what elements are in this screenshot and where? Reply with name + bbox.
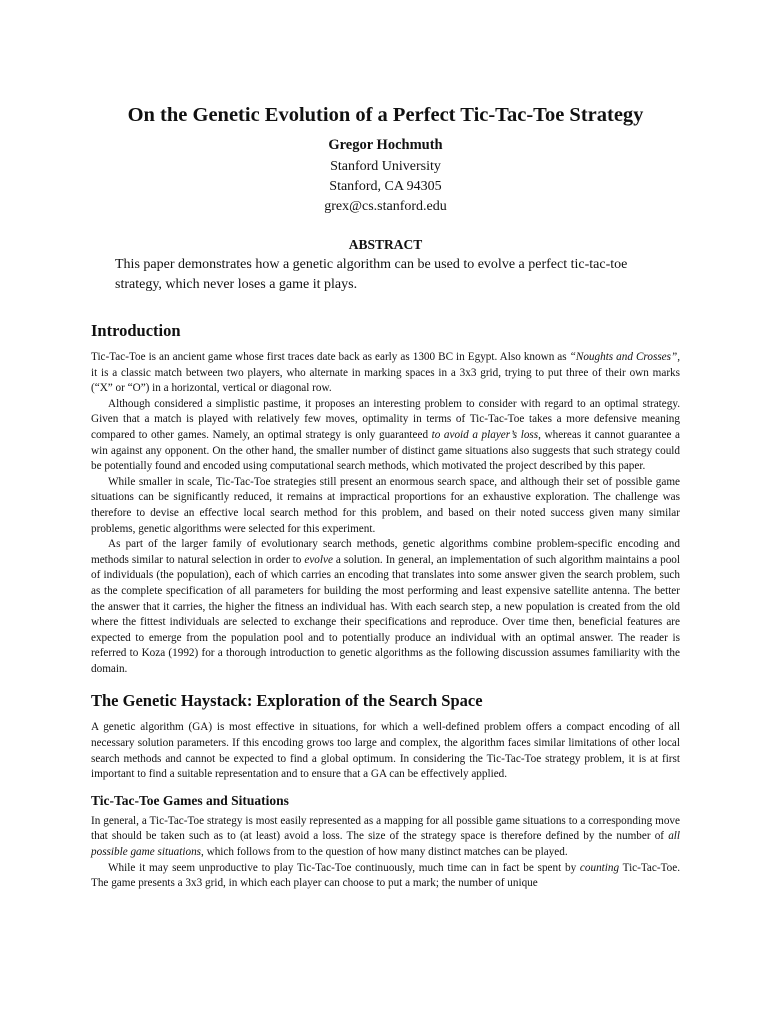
intro-paragraph-1: Tic-Tac-Toe is an ancient game whose first traces date back as early as 1300 BC in Egypt. Also known as “Noughts and Crosses”, it is a classic match between two players, who alternate in marking spaces in a 3x3 grid, trying to put three of their own marks (“X” or “O”) in a horizontal, vertical or diagonal row. [91, 351, 681, 395]
intro-paragraph-3: While smaller in scale, Tic-Tac-Toe strategies still present an enormous search space, and although their set of possible game situations can be significantly reduced, it remains at impractical proportions for an exhaustive exploration. The challenge was therefore to devise an effective local search method for this problem, and based on their noted success given many similar problems, genetic algorithms were selected for this experiment. [91, 475, 680, 535]
intro-paragraph-4: As part of the larger family of evolutionary search methods, genetic algorithms combine problem-specific encoding and methods similar to natural selection in order to evolve a solution. In general, an implementation of such algorithm maintains a pool of individuals (the population), each of which carries an encoding that translates into some answer given the search problem, such as the complete specification of all parameters for building the most performing and least expensive satellite antenna. The better the answer that it carries, the higher the fitness an individual has. With each search step, a new population is created from the old where the fittest individuals are selected to exchange their specifications and reproduce. Over time then, beneficial features are expected to emerge from the population pool and to potentially produce an individual with an optimal answer. The reader is referred to Koza (1992) for a thorough introduction to genetic algorithms as the following discussion assumes familiarity with the domain. [91, 538, 680, 675]
affiliation [91, 157, 680, 217]
paper-title: On the Genetic Evolution of a Perfect Tic-Tac-Toe Strategy [127, 104, 644, 126]
author-name: Gregor Hochmuth [328, 137, 443, 153]
affiliation-address: Stanford, CA 94305 [329, 179, 442, 194]
games-paragraph-2: While it may seem unproductive to play Tic-Tac-Toe continuously, much time can in fact be spent by counting Tic-Tac-Toe. The game presents a 3x3 grid, in which each player can choose to put a mark; the number of unique [91, 861, 680, 890]
affiliation-university: Stanford University [330, 159, 441, 174]
games-paragraph-1: In general, a Tic-Tac-Toe strategy is most easily represented as a mapping for all possible game situations to a corresponding move that should be taken such as to (at least) avoid a loss. The size of the strategy space is therefore defined by the number of all possible game situations, which follows from to the question of how many distinct matches can be played. [91, 814, 680, 859]
subsection-heading-games-situations: Tic-Tac-Toe Games and Situations [91, 792, 289, 808]
abstract-text: This paper demonstrates how a genetic algorithm can be used to evolve a perfect tic-tac-toe strategy, which never loses a game it plays. [115, 257, 628, 292]
abstract-heading: ABSTRACT [348, 237, 423, 252]
section-heading-introduction: Introduction [91, 321, 181, 340]
section-heading-genetic-haystack: The Genetic Haystack: Exploration of the Search Space [91, 691, 483, 711]
haystack-paragraph-1: A genetic algorithm (GA) is most effective in situations, for which a well-defined problem offers a compact encoding of all necessary solution parameters. If this encoding grows too large and complex, the algorithm faces similar limitations of other local search methods and cannot be expected to find a global optimum. In considering the Tic-Tac-Toe strategy problem, it is at first important to find a suitable representation and to ensure that a GA can be effectively applied. [91, 721, 680, 781]
intro-paragraph-2: Although considered a simplistic pastime, it proposes an interesting problem to consider with regard to an optimal strategy. Given that a match is played with relatively few moves, optimality in terms of Tic-Tac-Toe takes a more defensive meaning compared to other games. Namely, an optimal strategy is only guaranteed to avoid a player’s loss, whereas it cannot guarantee a win against any opponent. On the other hand, the smaller number of distinct game situations also suggests that such strategy could be potentially found and encoded using computational search methods, which motivated the project described by this paper. [91, 397, 680, 473]
affiliation-email: grex@cs.stanford.edu [324, 199, 447, 214]
